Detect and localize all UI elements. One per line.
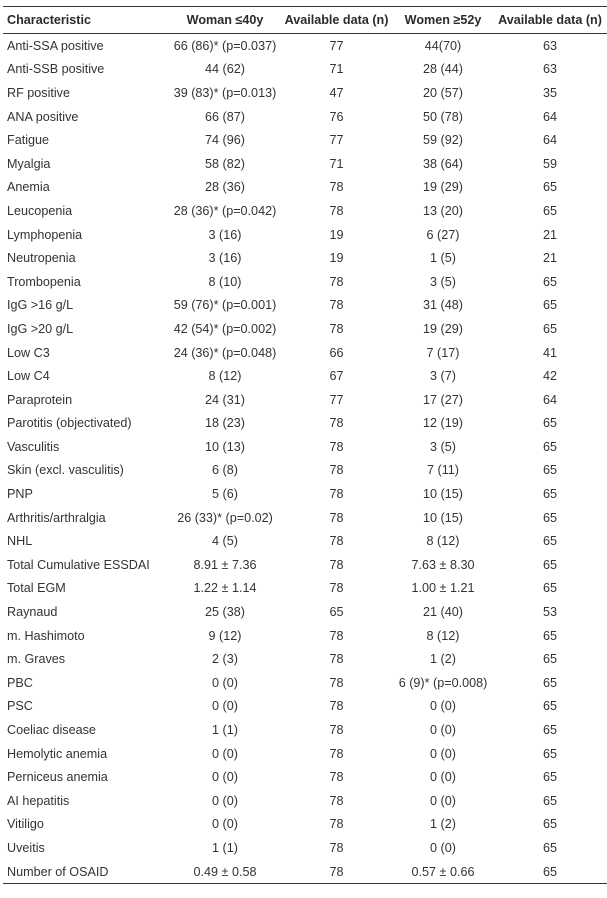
table-row bbox=[3, 364, 607, 388]
cell-available-1: 78 bbox=[329, 416, 344, 431]
table-row bbox=[3, 412, 607, 436]
cell-women-ge52: 3 (5) bbox=[430, 439, 456, 454]
cell-woman-le40: 9 (12) bbox=[208, 628, 242, 643]
cell-women-ge52: 31 (48) bbox=[423, 298, 463, 313]
cell-available-2: 65 bbox=[542, 274, 557, 289]
cell-women-ge52: 20 (57) bbox=[423, 85, 463, 100]
table-row bbox=[3, 388, 607, 412]
cell-available-1: 67 bbox=[329, 369, 344, 384]
table-row bbox=[3, 647, 607, 671]
cell-available-1: 78 bbox=[329, 817, 344, 832]
cell-available-1: 78 bbox=[329, 723, 344, 738]
cell-available-2: 65 bbox=[542, 817, 557, 832]
cell-available-2: 65 bbox=[542, 203, 557, 218]
cell-woman-le40: 0 (0) bbox=[212, 699, 238, 714]
table-body bbox=[3, 34, 607, 884]
cell-women-ge52: 13 (20) bbox=[423, 203, 463, 218]
cell-characteristic: AI hepatitis bbox=[7, 793, 70, 808]
cell-women-ge52: 1 (5) bbox=[430, 251, 456, 266]
cell-woman-le40: 1 (1) bbox=[212, 840, 238, 855]
cell-woman-le40: 59 (76)* (p=0.001) bbox=[173, 298, 277, 313]
table-row bbox=[3, 223, 607, 247]
cell-available-1: 78 bbox=[329, 746, 344, 761]
cell-available-1: 78 bbox=[329, 463, 344, 478]
cell-woman-le40: 10 (13) bbox=[205, 439, 245, 454]
cell-available-2: 41 bbox=[542, 345, 557, 360]
cell-women-ge52: 1 (2) bbox=[430, 652, 456, 667]
table-row bbox=[3, 152, 607, 176]
cell-characteristic: Myalgia bbox=[7, 156, 51, 171]
table-row bbox=[3, 58, 607, 82]
characteristics-table bbox=[3, 6, 607, 884]
cell-woman-le40: 58 (82) bbox=[205, 156, 245, 171]
cell-woman-le40: 42 (54)* (p=0.002) bbox=[173, 321, 277, 336]
cell-woman-le40: 3 (16) bbox=[208, 251, 242, 266]
table-row bbox=[3, 553, 607, 577]
cell-woman-le40: 26 (33)* (p=0.02) bbox=[177, 510, 273, 525]
cell-characteristic: Total Cumulative ESSDAI bbox=[7, 557, 150, 572]
cell-woman-le40: 28 (36) bbox=[205, 180, 245, 195]
table-row bbox=[3, 742, 607, 766]
cell-available-1: 76 bbox=[329, 109, 344, 124]
table-row bbox=[3, 671, 607, 695]
cell-available-1: 78 bbox=[329, 534, 344, 549]
table-row bbox=[3, 836, 607, 860]
cell-characteristic: Number of OSAID bbox=[3, 860, 170, 884]
cell-available-1: 78 bbox=[329, 439, 344, 454]
table-row bbox=[3, 529, 607, 553]
cell-woman-le40: 0 (0) bbox=[212, 746, 238, 761]
cell-available-1: 78 bbox=[329, 321, 344, 336]
cell-available-2: 64 bbox=[542, 392, 557, 407]
cell-characteristic: Skin (excl. vasculitis) bbox=[7, 463, 124, 478]
cell-women-ge52: 0.57 ± 0.66 bbox=[393, 860, 493, 884]
cell-woman-le40: 25 (38) bbox=[205, 605, 245, 620]
cell-woman-le40: 1 (1) bbox=[212, 723, 238, 738]
cell-woman-le40: 0 (0) bbox=[212, 770, 238, 785]
cell-woman-le40: 5 (6) bbox=[212, 487, 238, 502]
cell-women-ge52: 12 (19) bbox=[423, 416, 463, 431]
cell-women-ge52: 28 (44) bbox=[423, 62, 463, 77]
cell-available-2: 21 bbox=[542, 227, 557, 242]
cell-women-ge52: 3 (7) bbox=[430, 369, 456, 384]
header-women-ge52: Women ≥52y bbox=[393, 7, 493, 34]
cell-available-1: 78 bbox=[329, 628, 344, 643]
cell-women-ge52: 7 (17) bbox=[426, 345, 460, 360]
cell-available-2: 65 bbox=[542, 180, 557, 195]
cell-characteristic: Anti-SSB positive bbox=[7, 62, 105, 77]
cell-women-ge52: 50 (78) bbox=[423, 109, 463, 124]
table-row bbox=[3, 506, 607, 530]
cell-characteristic: Total EGM bbox=[7, 581, 66, 596]
cell-woman-le40: 8 (10) bbox=[208, 274, 242, 289]
cell-available-2: 65 bbox=[542, 770, 557, 785]
cell-available-2: 65 bbox=[542, 487, 557, 502]
cell-characteristic: PBC bbox=[7, 675, 33, 690]
cell-available-2: 63 bbox=[542, 38, 557, 53]
cell-characteristic: ANA positive bbox=[7, 109, 79, 124]
cell-woman-le40: 0 (0) bbox=[212, 675, 238, 690]
cell-available-1: 78 bbox=[329, 557, 344, 572]
table-row bbox=[3, 813, 607, 837]
cell-women-ge52: 10 (15) bbox=[423, 487, 463, 502]
cell-available-2: 65 bbox=[542, 652, 557, 667]
cell-available-1: 78 bbox=[329, 298, 344, 313]
cell-available-2: 65 bbox=[542, 298, 557, 313]
cell-women-ge52: 38 (64) bbox=[423, 156, 463, 171]
cell-woman-le40: 24 (31) bbox=[205, 392, 245, 407]
cell-women-ge52: 6 (9)* (p=0.008) bbox=[398, 675, 488, 690]
cell-available-1: 78 bbox=[329, 581, 344, 596]
cell-available-2: 65 bbox=[542, 557, 557, 572]
cell-characteristic: Uveitis bbox=[7, 840, 45, 855]
cell-women-ge52: 17 (27) bbox=[423, 392, 463, 407]
cell-women-ge52: 59 (92) bbox=[423, 133, 463, 148]
table-row bbox=[3, 789, 607, 813]
cell-available-2: 65 bbox=[542, 534, 557, 549]
table-row bbox=[3, 459, 607, 483]
cell-women-ge52: 0 (0) bbox=[430, 746, 456, 761]
cell-woman-le40: 24 (36)* (p=0.048) bbox=[173, 345, 277, 360]
table-row bbox=[3, 765, 607, 789]
table-row bbox=[3, 294, 607, 318]
cell-women-ge52: 10 (15) bbox=[423, 510, 463, 525]
table-row bbox=[3, 246, 607, 270]
cell-woman-le40: 28 (36)* (p=0.042) bbox=[173, 203, 277, 218]
header-available-2: Available data (n) bbox=[493, 7, 607, 34]
cell-available-1: 78 bbox=[329, 675, 344, 690]
cell-available-1: 77 bbox=[329, 392, 344, 407]
cell-women-ge52: 0 (0) bbox=[430, 770, 456, 785]
cell-available-1: 78 bbox=[280, 860, 393, 884]
cell-available-2: 65 bbox=[542, 840, 557, 855]
cell-characteristic: IgG >16 g/L bbox=[7, 298, 74, 313]
cell-characteristic: Leucopenia bbox=[7, 203, 73, 218]
cell-characteristic: Vitiligo bbox=[7, 817, 44, 832]
cell-characteristic: Anti-SSA positive bbox=[7, 38, 104, 53]
cell-woman-le40: 8 (12) bbox=[208, 369, 242, 384]
cell-available-1: 71 bbox=[329, 156, 344, 171]
cell-available-2: 63 bbox=[542, 62, 557, 77]
cell-woman-le40: 44 (62) bbox=[205, 62, 245, 77]
table-header-row bbox=[3, 7, 607, 34]
cell-characteristic: Anemia bbox=[7, 180, 50, 195]
cell-women-ge52: 8 (12) bbox=[426, 628, 460, 643]
cell-available-1: 78 bbox=[329, 840, 344, 855]
cell-available-2: 65 bbox=[542, 628, 557, 643]
cell-characteristic: Coeliac disease bbox=[7, 723, 96, 738]
cell-available-1: 78 bbox=[329, 770, 344, 785]
cell-available-2: 65 bbox=[542, 675, 557, 690]
header-characteristic: Characteristic bbox=[3, 7, 170, 34]
cell-characteristic: Low C3 bbox=[7, 345, 50, 360]
cell-available-2: 35 bbox=[542, 85, 557, 100]
table-row bbox=[3, 81, 607, 105]
cell-available-2: 42 bbox=[542, 369, 557, 384]
cell-woman-le40: 18 (23) bbox=[205, 416, 245, 431]
cell-characteristic: Parotitis (objectivated) bbox=[7, 416, 132, 431]
cell-available-1: 78 bbox=[329, 699, 344, 714]
cell-available-2: 65 bbox=[542, 793, 557, 808]
cell-woman-le40: 0 (0) bbox=[212, 817, 238, 832]
cell-women-ge52: 8 (12) bbox=[426, 534, 460, 549]
cell-characteristic: m. Hashimoto bbox=[7, 628, 85, 643]
cell-available-2: 53 bbox=[542, 605, 557, 620]
cell-available-2: 65 bbox=[542, 746, 557, 761]
header-woman-le40: Woman ≤40y bbox=[170, 7, 280, 34]
table-row bbox=[3, 176, 607, 200]
table-row bbox=[3, 624, 607, 648]
cell-woman-le40: 2 (3) bbox=[212, 652, 238, 667]
table-row bbox=[3, 317, 607, 341]
cell-available-1: 71 bbox=[329, 62, 344, 77]
cell-available-2: 64 bbox=[542, 109, 557, 124]
cell-available-1: 19 bbox=[329, 251, 344, 266]
cell-characteristic: Arthritis/arthralgia bbox=[7, 510, 106, 525]
table-row bbox=[3, 105, 607, 129]
cell-available-2: 65 bbox=[542, 723, 557, 738]
table-row bbox=[3, 435, 607, 459]
cell-characteristic: Perniceus anemia bbox=[7, 770, 108, 785]
cell-women-ge52: 6 (27) bbox=[426, 227, 460, 242]
cell-characteristic: NHL bbox=[7, 534, 33, 549]
cell-characteristic: Lymphopenia bbox=[7, 227, 83, 242]
cell-women-ge52: 0 (0) bbox=[430, 699, 456, 714]
cell-characteristic: PNP bbox=[7, 487, 33, 502]
cell-woman-le40: 8.91 ± 7.36 bbox=[193, 557, 257, 572]
cell-available-1: 19 bbox=[329, 227, 344, 242]
cell-available-1: 78 bbox=[329, 652, 344, 667]
cell-characteristic: PSC bbox=[7, 699, 33, 714]
cell-available-2: 21 bbox=[542, 251, 557, 266]
cell-available-2: 65 bbox=[542, 416, 557, 431]
cell-available-2: 65 bbox=[542, 439, 557, 454]
cell-woman-le40: 0 (0) bbox=[212, 793, 238, 808]
cell-available-1: 77 bbox=[329, 38, 344, 53]
cell-women-ge52: 7 (11) bbox=[427, 463, 459, 478]
cell-women-ge52: 19 (29) bbox=[423, 180, 463, 195]
cell-available-1: 78 bbox=[329, 180, 344, 195]
cell-characteristic: Fatigue bbox=[7, 133, 50, 148]
cell-characteristic: Trombopenia bbox=[7, 274, 81, 289]
cell-available-2: 65 bbox=[542, 581, 557, 596]
cell-woman-le40: 39 (83)* (p=0.013) bbox=[173, 85, 277, 100]
cell-characteristic: Neutropenia bbox=[7, 251, 76, 266]
cell-available-1: 78 bbox=[329, 203, 344, 218]
cell-woman-le40: 74 (96) bbox=[205, 133, 245, 148]
cell-woman-le40: 1.22 ± 1.14 bbox=[193, 581, 257, 596]
cell-women-ge52: 1.00 ± 1.21 bbox=[411, 581, 475, 596]
cell-woman-le40: 0.49 ± 0.58 bbox=[170, 860, 280, 884]
cell-available-1: 77 bbox=[329, 133, 344, 148]
table-row bbox=[3, 577, 607, 601]
table-row bbox=[3, 860, 607, 884]
cell-available-2: 65 bbox=[542, 321, 557, 336]
cell-characteristic: Low C4 bbox=[7, 369, 50, 384]
cell-available-2: 59 bbox=[542, 156, 557, 171]
table-row bbox=[3, 199, 607, 223]
cell-available-2: 64 bbox=[542, 133, 557, 148]
table-row bbox=[3, 482, 607, 506]
cell-available-1: 47 bbox=[329, 85, 344, 100]
cell-woman-le40: 3 (16) bbox=[208, 227, 242, 242]
cell-characteristic: Paraprotein bbox=[7, 392, 73, 407]
cell-available-1: 66 bbox=[329, 345, 344, 360]
cell-women-ge52: 1 (2) bbox=[430, 817, 456, 832]
cell-woman-le40: 6 (8) bbox=[212, 463, 238, 478]
cell-characteristic: Raynaud bbox=[7, 605, 58, 620]
cell-available-1: 65 bbox=[329, 605, 344, 620]
table-row bbox=[3, 34, 607, 58]
cell-women-ge52: 0 (0) bbox=[430, 723, 456, 738]
header-available-1: Available data (n) bbox=[280, 7, 393, 34]
cell-women-ge52: 0 (0) bbox=[430, 840, 456, 855]
cell-characteristic: RF positive bbox=[7, 85, 70, 100]
cell-women-ge52: 7.63 ± 8.30 bbox=[411, 557, 475, 572]
cell-available-2: 65 bbox=[542, 699, 557, 714]
cell-woman-le40: 66 (87) bbox=[205, 109, 245, 124]
cell-available-1: 78 bbox=[329, 793, 344, 808]
cell-characteristic: Vasculitis bbox=[7, 439, 60, 454]
table-row bbox=[3, 695, 607, 719]
cell-available-2: 65 bbox=[542, 510, 557, 525]
cell-women-ge52: 3 (5) bbox=[430, 274, 456, 289]
table-row bbox=[3, 718, 607, 742]
cell-characteristic: Hemolytic anemia bbox=[7, 746, 108, 761]
cell-women-ge52: 44(70) bbox=[424, 38, 462, 53]
cell-women-ge52: 0 (0) bbox=[430, 793, 456, 808]
cell-woman-le40: 66 (86)* (p=0.037) bbox=[173, 38, 277, 53]
cell-women-ge52: 19 (29) bbox=[423, 321, 463, 336]
cell-characteristic: IgG >20 g/L bbox=[7, 321, 74, 336]
cell-available-1: 78 bbox=[329, 274, 344, 289]
cell-woman-le40: 4 (5) bbox=[212, 534, 238, 549]
cell-available-1: 78 bbox=[329, 510, 344, 525]
cell-women-ge52: 21 (40) bbox=[423, 605, 463, 620]
cell-available-2: 65 bbox=[493, 860, 607, 884]
cell-available-2: 65 bbox=[542, 463, 557, 478]
table-row bbox=[3, 600, 607, 624]
table-row bbox=[3, 341, 607, 365]
table-row bbox=[3, 128, 607, 152]
cell-characteristic: m. Graves bbox=[7, 652, 66, 667]
cell-available-1: 78 bbox=[329, 487, 344, 502]
table-row bbox=[3, 270, 607, 294]
